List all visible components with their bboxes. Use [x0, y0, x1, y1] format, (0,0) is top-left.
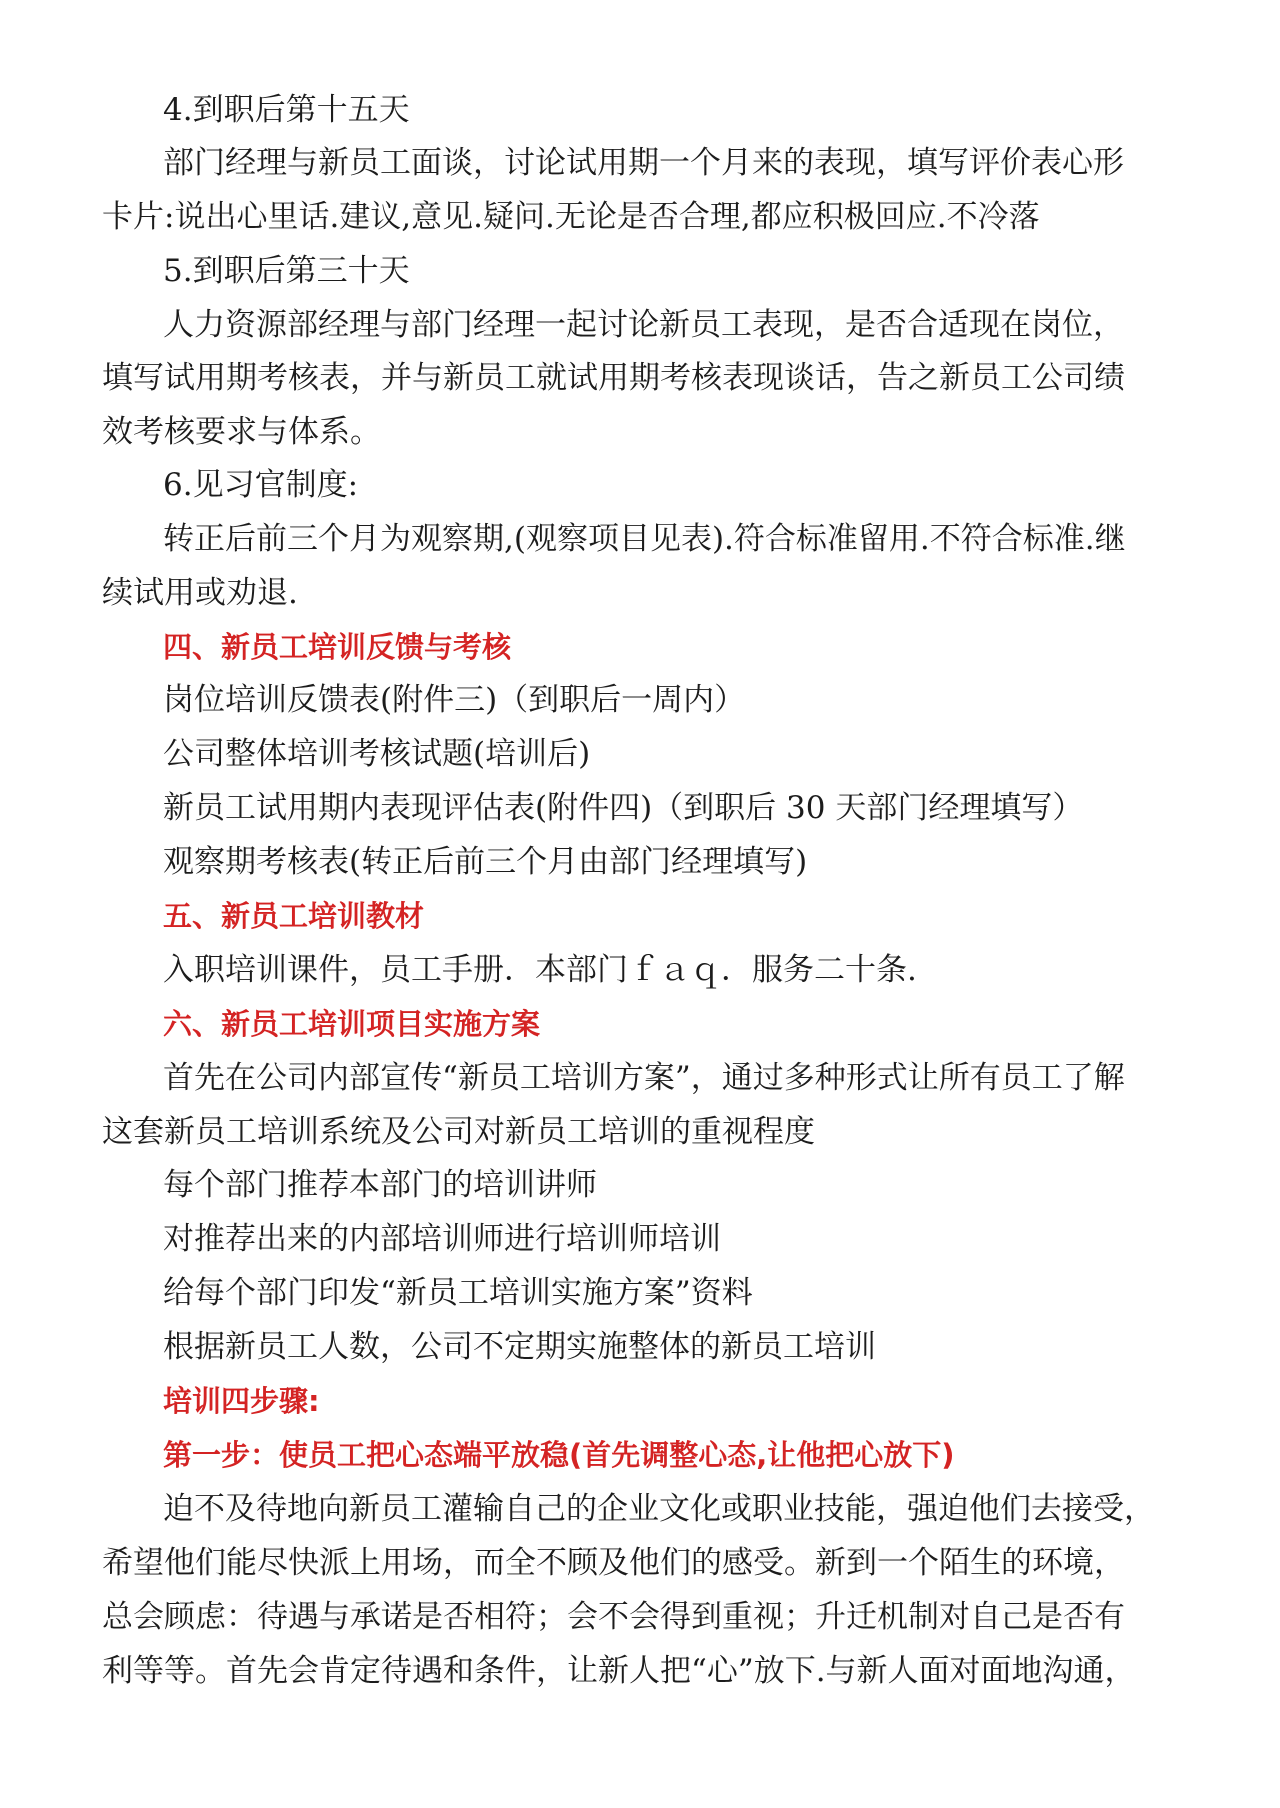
list-item: 给每个部门印发“新员工培训实施方案”资料 [163, 1275, 753, 1311]
item5-title: 5.到职后第三十天 [163, 253, 410, 289]
item4-body-line: 部门经理与新员工面谈，讨论试用期一个月来的表现，填写评价表心形 [163, 145, 1124, 181]
list-item: 每个部门推荐本部门的培训讲师 [163, 1167, 597, 1203]
section-six-body-line: 首先在公司内部宣传“新员工培训方案”，通过多种形式让所有员工了解 [163, 1060, 1125, 1096]
item4-body-line: 卡片:说出心里话.建议,意见.疑问.无论是否合理,都应积极回应.不冷落 [102, 199, 1040, 235]
section-six-body-line: 这套新员工培训系统及公司对新员工培训的重视程度 [102, 1114, 815, 1150]
step1-body-line: 总会顾虑：待遇与承诺是否相符；会不会得到重视；升迁机制对自己是否有 [102, 1599, 1125, 1635]
list-item: 岗位培训反馈表(附件三)（到职后一周内） [163, 682, 746, 718]
list-item: 根据新员工人数，公司不定期实施整体的新员工培训 [163, 1329, 876, 1365]
section-heading-five: 五、新员工培训教材 [163, 899, 425, 933]
section-heading-six: 六、新员工培训项目实施方案 [163, 1007, 541, 1041]
step1-heading: 第一步：使员工把心态端平放稳(首先调整心态,让他把心放下) [163, 1438, 955, 1472]
item5-body-line: 人力资源部经理与部门经理一起讨论新员工表现，是否合适现在岗位， [163, 307, 1124, 343]
steps-heading: 培训四步骤: [163, 1384, 320, 1418]
section-heading-four: 四、新员工培训反馈与考核 [163, 630, 512, 664]
item6-title: 6.见习官制度: [163, 467, 359, 503]
item6-body-line: 续试用或劝退. [102, 575, 298, 611]
list-item: 公司整体培训考核试题(培训后) [163, 736, 591, 772]
item6-body-line: 转正后前三个月为观察期,(观察项目见表).符合标准留用.不符合标准.继 [163, 521, 1126, 557]
step1-body-line: 迫不及待地向新员工灌输自己的企业文化或职业技能，强迫他们去接受， [163, 1491, 1155, 1527]
item4-title: 4.到职后第十五天 [163, 92, 410, 128]
section-five-body: 入职培训课件，员工手册．本部门ｆａｑ．服务二十条. [163, 952, 917, 988]
step1-body-line: 希望他们能尽快派上用场，而全不顾及他们的感受。新到一个陌生的环境， [102, 1545, 1125, 1581]
item5-body-line: 填写试用期考核表，并与新员工就试用期考核表现谈话，告之新员工公司绩 [102, 360, 1125, 396]
list-item: 新员工试用期内表现评估表(附件四)（到职后 30 天部门经理填写） [163, 790, 1084, 826]
step1-body-line: 利等等。首先会肯定待遇和条件，让新人把“心”放下.与新人面对面地沟通， [102, 1653, 1136, 1689]
list-item: 对推荐出来的内部培训师进行培训师培训 [163, 1221, 721, 1257]
list-item: 观察期考核表(转正后前三个月由部门经理填写) [163, 844, 808, 880]
item5-body-line: 效考核要求与体系。 [102, 414, 381, 450]
